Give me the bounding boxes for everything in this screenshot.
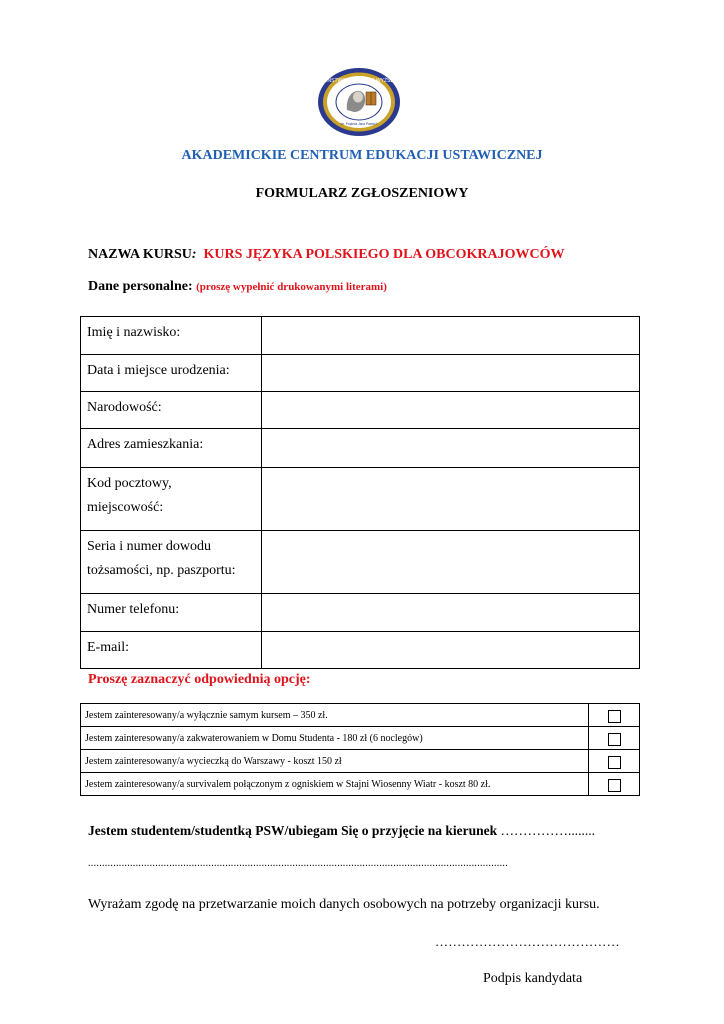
logo-ring-text-top: PAŃSTWOWA SZKOŁA WYŻSZA [321, 78, 397, 84]
option-text: Jestem zainteresowany/a survivalem połączonym z ogniskiem w Stajni Wiosenny Wiatr - koszt 80 zł. [81, 773, 589, 796]
option-row [81, 704, 640, 727]
personal-data-heading [88, 279, 387, 295]
option-checkbox[interactable] [608, 779, 621, 792]
form-row-id [81, 531, 640, 594]
university-seal-logo [316, 66, 402, 138]
field-label [81, 468, 262, 531]
field-label [81, 429, 262, 468]
field-label-text: Seria i numer dowodu [87, 539, 212, 554]
option-checkbox[interactable] [608, 710, 621, 723]
id-input-cell[interactable] [262, 531, 640, 594]
field-label [81, 392, 262, 429]
form-row-phone [81, 594, 640, 632]
field-label-text: Kod pocztowy, [87, 476, 172, 491]
form-row-nationality [81, 392, 640, 429]
logo-ring-text-bottom: im. Papieża Jana Pawła II [340, 122, 378, 126]
email-input-cell[interactable] [262, 632, 640, 669]
institution-name: AKADEMICKIE CENTRUM EDUKACJI USTAWICZNEJ [181, 148, 543, 163]
student-text: Jestem studentem/studentką PSW/ubiegam Się o przyjęcie na kierunek [88, 823, 498, 838]
birth-input-cell[interactable] [262, 355, 640, 392]
form-row-postal [81, 468, 640, 531]
option-row [81, 727, 640, 750]
options-heading: Proszę zaznaczyć odpowiednią opcję: [88, 672, 311, 687]
field-label-text-2: tożsamości, np. paszportu: [87, 563, 236, 578]
nationality-input-cell[interactable] [262, 392, 640, 429]
field-label-text: Narodowość: [87, 400, 162, 415]
field-label-text: Numer telefonu: [87, 602, 180, 617]
personal-data-note: (proszę wypełnić drukowanymi literami) [196, 281, 387, 293]
personal-data-label: Dane personalne: [88, 279, 193, 294]
personal-data-table [80, 316, 640, 669]
form-row-email [81, 632, 640, 669]
field-label [81, 355, 262, 392]
field-label-text: Data i miejsce urodzenia: [87, 363, 230, 378]
address-input-cell[interactable] [262, 429, 640, 468]
student-statement [88, 823, 595, 839]
option-row [81, 773, 640, 796]
form-row-address [81, 429, 640, 468]
name-input-cell[interactable] [262, 317, 640, 355]
field-label [81, 594, 262, 632]
course-label: NAZWA KURSU [88, 247, 192, 262]
option-checkbox[interactable] [608, 733, 621, 746]
option-checkbox[interactable] [608, 756, 621, 769]
consent-text: Wyrażam zgodę na przetwarzanie moich danych osobowych na potrzeby organizacji kursu. [88, 897, 600, 912]
form-title: FORMULARZ ZGŁOSZENIOWY [255, 186, 469, 201]
field-label-text: Imię i nazwisko: [87, 325, 181, 340]
field-label [81, 531, 262, 594]
course-line [88, 247, 564, 263]
course-name: KURS JĘZYKA POLSKIEGO DLA OBCOKRAJOWCÓW [203, 247, 565, 262]
field-label [81, 632, 262, 669]
phone-input-cell[interactable] [262, 594, 640, 632]
option-text: Jestem zainteresowany/a wycieczką do Warszawy - koszt 150 zł [81, 750, 589, 773]
signature-label: Podpis kandydata [483, 971, 583, 986]
student-fill-dots[interactable]: ……………........ [500, 823, 595, 838]
options-table [80, 703, 640, 796]
signature-line[interactable]: …………………………………… [435, 934, 620, 949]
student-fill-continuation[interactable]: ...................................................................................................................................................... [88, 858, 508, 869]
option-text: Jestem zainteresowany/a wyłącznie samym kursem – 350 zł. [81, 704, 589, 727]
field-label-text: E-mail: [87, 640, 129, 655]
course-colon: : [191, 247, 197, 262]
form-row-name [81, 317, 640, 355]
field-label [81, 317, 262, 355]
postal-input-cell[interactable] [262, 468, 640, 531]
field-label-text: Adres zamieszkania: [87, 437, 204, 452]
field-label-text-2: miejscowość: [87, 500, 164, 515]
option-text: Jestem zainteresowany/a zakwaterowaniem w Domu Studenta - 180 zł (6 noclegów) [81, 727, 589, 750]
option-row [81, 750, 640, 773]
form-row-birth [81, 355, 640, 392]
